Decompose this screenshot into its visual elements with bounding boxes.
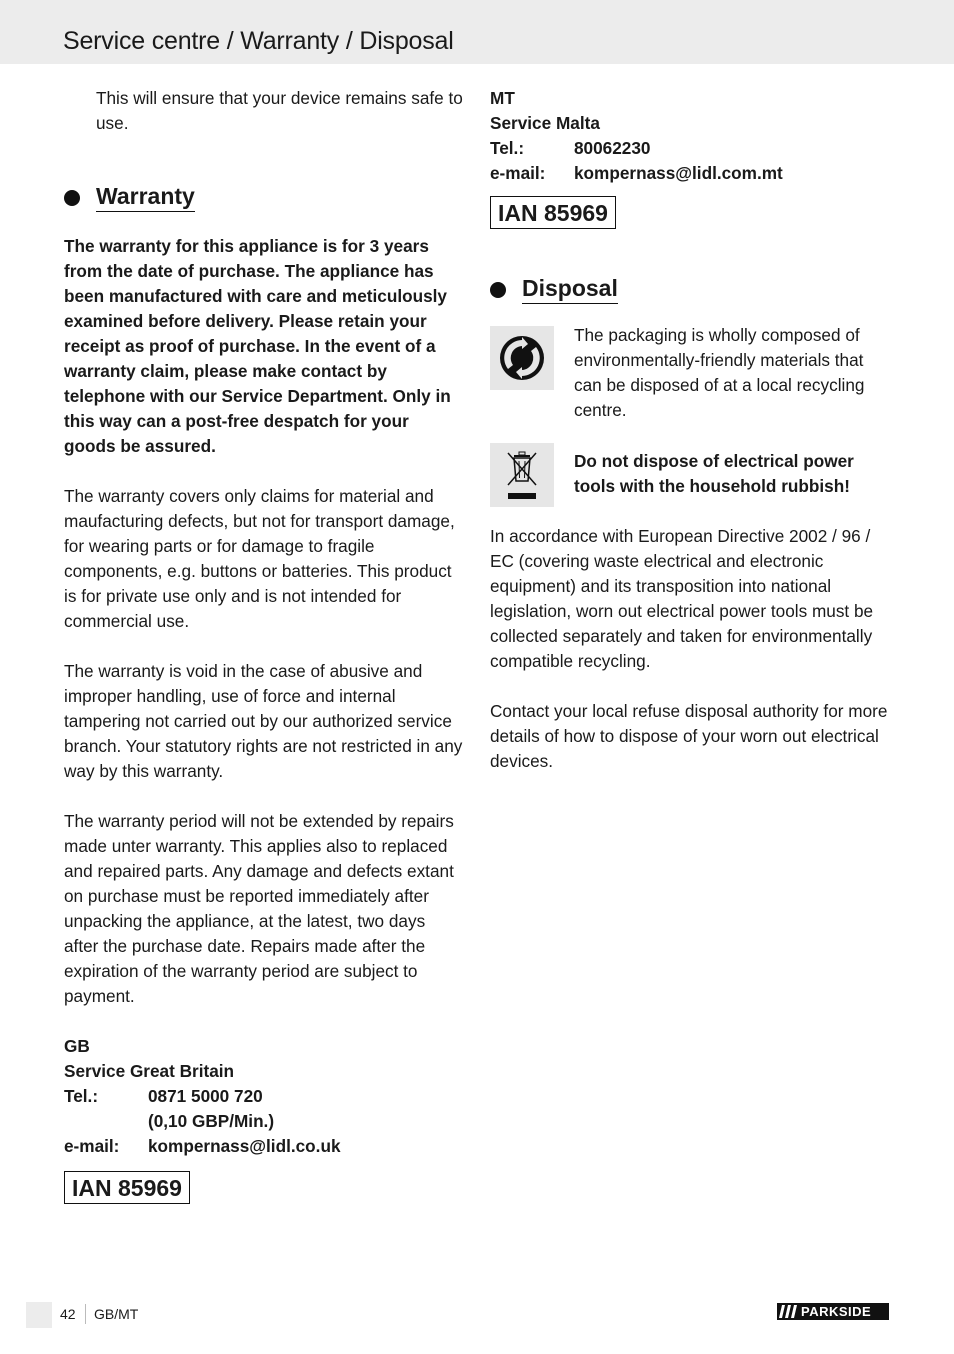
- disposal-heading: [490, 275, 892, 304]
- weee-warning: Do not dispose of electrical power tools with the household rubbish!: [574, 451, 854, 496]
- mt-email-label: e-mail:: [490, 163, 546, 183]
- warranty-summary: The warranty for this appliance is for 3 years from the date of purchase. The appliance has been manufactured with care and meticulously examined before delivery. Please retain your receipt as proof of purchase. In the event of a warranty claim, please make contact by telephone with our Service Department. Only in this way can a post-free despatch for your goods be assured.: [64, 236, 451, 456]
- mt-service-name: Service Malta: [490, 113, 600, 133]
- green-dot-recycling-icon: [490, 326, 554, 390]
- mt-country: MT: [490, 88, 515, 108]
- disposal-title: Disposal: [522, 275, 618, 304]
- contact-authority-text: Contact your local refuse disposal authority for more details of how to dispose of your worn out electrical devices.: [490, 701, 888, 771]
- logo-stripes-icon: [777, 1303, 801, 1320]
- footer-region: GB/MT: [94, 1306, 139, 1322]
- brand-name: PARKSIDE: [801, 1304, 872, 1319]
- packaging-text: The packaging is wholly composed of environmentally-friendly materials that can be disposed of at a local recycling centre.: [574, 325, 865, 420]
- gb-tel-label: Tel.:: [64, 1086, 99, 1106]
- bullet-icon: [490, 282, 506, 298]
- packaging-row: [490, 326, 892, 423]
- page-number: 42: [60, 1306, 76, 1322]
- gb-service-name: Service Great Britain: [64, 1061, 235, 1081]
- page-title: Service centre / Warranty / Disposal: [63, 27, 454, 55]
- intro-text: This will ensure that your device remains safe to use.: [96, 88, 463, 133]
- footer-tab: [26, 1302, 52, 1328]
- warranty-paragraph-3: The warranty period will not be extended by repairs made unter warranty. This applies also to replaced and repaired parts. Any damage and defects extant on purchase must be reported immediately after unpacking the appliance, at the latest, two days after the purchase date. Repairs made after the expiration of the warranty period are subject to payment.: [64, 811, 454, 1006]
- mt-email: kompernass@lidl.com.mt: [574, 163, 783, 183]
- ian-box-gb: IAN 85969: [64, 1171, 190, 1204]
- warranty-title: Warranty: [96, 183, 195, 212]
- gb-contact: [64, 1034, 464, 1159]
- left-column: [64, 86, 464, 1204]
- mt-tel-label: Tel.:: [490, 138, 525, 158]
- gb-country: GB: [64, 1036, 90, 1056]
- parkside-logo: [777, 1303, 889, 1320]
- warranty-heading: [64, 183, 464, 212]
- directive-text: In accordance with European Directive 2002 / 96 / EC (covering waste electrical and electronic equipment) and its transposition into national legislation, worn out electrical power tools must be collected separately and taken for environmentally compatible recycling.: [490, 526, 874, 671]
- mt-tel: 80062230: [574, 138, 651, 158]
- footer-divider: [85, 1304, 86, 1324]
- warranty-paragraph-2: The warranty is void in the case of abusive and improper handling, use of force and internal tampering not carried out by our authorized service branch. Your statutory rights are not restricted in any way by this warranty.: [64, 661, 463, 781]
- ian-box-mt: IAN 85969: [490, 196, 616, 229]
- gb-tel-rate: (0,10 GBP/Min.): [148, 1111, 275, 1131]
- gb-tel: 0871 5000 720: [148, 1086, 263, 1106]
- crossed-out-bin-icon: [490, 443, 554, 507]
- weee-row: [490, 443, 892, 507]
- mt-contact: [490, 86, 892, 186]
- gb-email: kompernass@lidl.co.uk: [148, 1136, 341, 1156]
- right-column: [490, 86, 892, 774]
- gb-email-label: e-mail:: [64, 1136, 120, 1156]
- bullet-icon: [64, 190, 80, 206]
- warranty-paragraph-1: The warranty covers only claims for material and maufacturing defects, but not for transport damage, for wearing parts or for damage to fragile components, e.g. buttons or batteries. This product is for private use only and is not intended for commercial use.: [64, 486, 455, 631]
